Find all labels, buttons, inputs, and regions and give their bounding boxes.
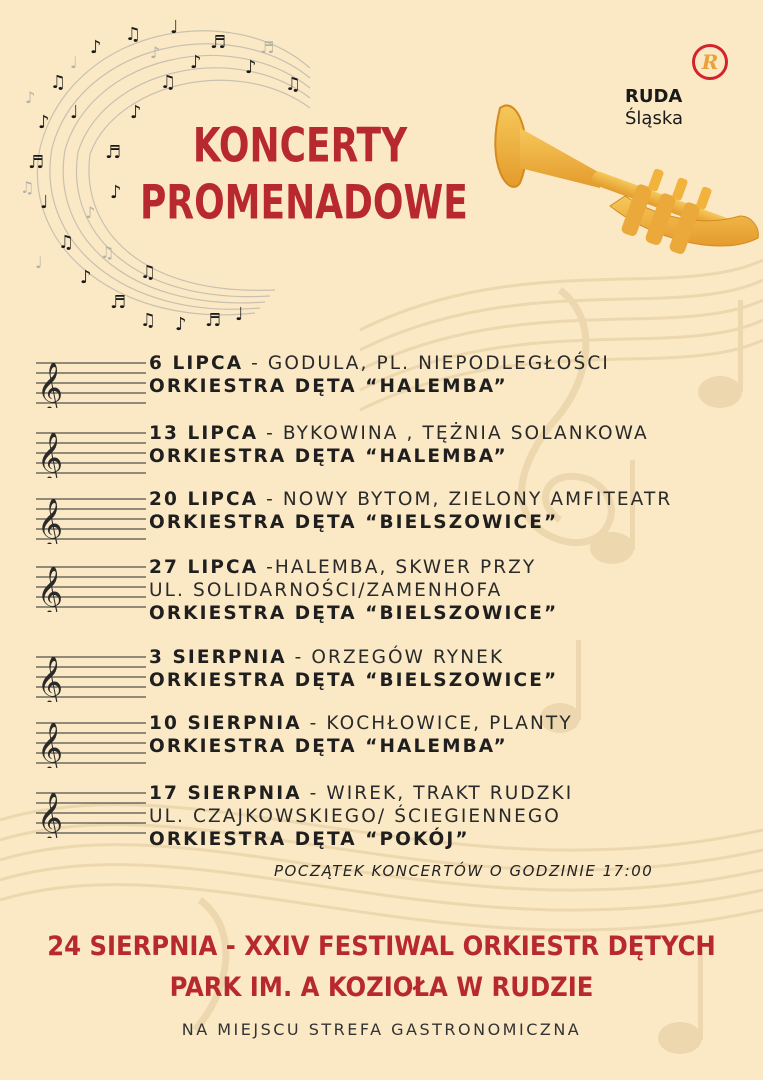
concert-location-line [149, 352, 610, 375]
svg-text:♪: ♪ [80, 267, 92, 288]
svg-text:♪: ♪ [38, 112, 50, 133]
svg-text:♩: ♩ [70, 53, 78, 72]
treble-clef-staff-icon [36, 358, 146, 408]
svg-text:♪: ♪ [90, 37, 102, 58]
svg-text:♫: ♫ [285, 74, 302, 95]
svg-text:♬: ♬ [28, 152, 45, 173]
treble-clef-staff-icon [36, 562, 146, 612]
svg-text:𝄞: 𝄞 [37, 656, 64, 702]
concert-date: 6 LIPCA [149, 353, 244, 374]
title-line-1: KONCERTY [192, 119, 408, 174]
svg-text:♪: ♪ [245, 57, 257, 78]
svg-text:♬: ♬ [110, 292, 127, 313]
trumpet-icon [490, 88, 763, 278]
concert-location-line [149, 488, 672, 511]
concert-location-line [149, 556, 558, 579]
treble-clef-staff-icon [36, 494, 146, 544]
concert-location-line [149, 712, 573, 735]
concert-location-line [149, 579, 558, 602]
logo-mark-letter: R [701, 50, 719, 74]
svg-text:♫: ♫ [125, 24, 142, 45]
logo-mark-icon [692, 44, 728, 80]
svg-text:♬: ♬ [205, 310, 222, 331]
concert-date: 20 LIPCA [149, 489, 259, 510]
concert-band: ORKIESTRA DĘTA “BIELSZOWICE” [149, 670, 559, 691]
svg-text:𝄞: 𝄞 [37, 722, 64, 768]
concert-location: - KOCHŁOWICE, PLANTY [301, 713, 573, 734]
svg-text:♫: ♫ [140, 262, 157, 283]
food-zone-note: NA MIEJSCU STREFA GASTRONOMICZNA [181, 1020, 582, 1039]
concert-location: -HALEMBA, SKWER PRZY [258, 557, 537, 578]
concert-details [149, 488, 672, 534]
festival-line-2: PARK IM. A KOZIOŁA W RUDZIE [169, 972, 594, 1003]
concert-location-line [149, 782, 573, 805]
concert-band: ORKIESTRA DĘTA “POKÓJ” [149, 829, 470, 850]
concert-band: ORKIESTRA DĘTA “BIELSZOWICE” [149, 603, 559, 624]
svg-text:♫: ♫ [100, 243, 115, 262]
concert-location-line [149, 422, 649, 445]
concert-location: - WIREK, TRAKT RUDZKI [301, 783, 574, 804]
svg-text:♪: ♪ [25, 88, 36, 107]
concert-location: - ORZEGÓW RYNEK [286, 647, 505, 668]
svg-text:𝄞: 𝄞 [37, 432, 64, 478]
concert-date: 3 SIERPNIA [149, 647, 287, 668]
logo-text-slaska: Śląska [625, 108, 683, 129]
svg-text:♪: ♪ [190, 52, 202, 73]
svg-text:𝄞: 𝄞 [37, 362, 64, 408]
concert-location: - BYKOWINA , TĘŻNIA SOLANKOWA [258, 423, 649, 444]
concert-date: 27 LIPCA [149, 557, 259, 578]
svg-text:♪: ♪ [130, 102, 142, 123]
concert-location-line [149, 646, 558, 669]
svg-text:♬: ♬ [260, 38, 275, 57]
logo-text-ruda: RUDA [625, 86, 683, 107]
svg-text:♫: ♫ [58, 232, 75, 253]
svg-text:♫: ♫ [140, 310, 157, 331]
concert-location: - NOWY BYTOM, ZIELONY AMFITEATR [258, 489, 673, 510]
festival-announcement [0, 926, 763, 1008]
concert-date: 13 LIPCA [149, 423, 259, 444]
concert-details [149, 712, 573, 758]
svg-text:𝄞: 𝄞 [37, 792, 64, 838]
title-line-2: PROMENADOWE [140, 175, 468, 231]
svg-text:♫: ♫ [20, 178, 35, 197]
concert-details [149, 646, 558, 692]
concert-date: 17 SIERPNIA [149, 783, 302, 804]
festival-line-1: 24 SIERPNIA - XXIV FESTIWAL ORKIESTR DĘTYCH [47, 931, 716, 962]
treble-clef-staff-icon [36, 718, 146, 768]
concert-date: 10 SIERPNIA [149, 713, 302, 734]
svg-text:♩: ♩ [170, 17, 179, 38]
treble-clef-staff-icon [36, 428, 146, 478]
svg-text:𝄞: 𝄞 [37, 498, 64, 544]
svg-text:♫: ♫ [50, 72, 67, 93]
svg-text:♪: ♪ [175, 314, 187, 335]
page-title [140, 118, 468, 231]
concert-location-line [149, 805, 573, 828]
svg-text:♫: ♫ [160, 72, 177, 93]
svg-text:𝄞: 𝄞 [37, 566, 64, 612]
concert-location: - GODULA, PL. NIEPODLEGŁOŚCI [243, 353, 610, 374]
svg-text:♩: ♩ [35, 253, 43, 272]
concert-details [149, 422, 649, 468]
svg-text:♪: ♪ [110, 182, 122, 203]
concert-band: ORKIESTRA DĘTA “HALEMBA” [149, 736, 508, 757]
treble-clef-staff-icon [36, 788, 146, 838]
start-time-note: POCZĄTEK KONCERTÓW O GODZINIE 17:00 [274, 862, 654, 880]
concert-band: ORKIESTRA DĘTA “HALEMBA” [149, 376, 508, 397]
svg-text:♪: ♪ [85, 203, 96, 222]
concert-band: ORKIESTRA DĘTA “HALEMBA” [149, 446, 508, 467]
svg-text:♬: ♬ [105, 142, 122, 163]
concert-band: ORKIESTRA DĘTA “BIELSZOWICE” [149, 512, 559, 533]
concert-location: UL. CZAJKOWSKIEGO/ ŚCIEGIENNEGO [149, 806, 561, 827]
svg-text:♩: ♩ [70, 102, 79, 123]
concert-details [149, 556, 558, 625]
treble-clef-staff-icon [36, 652, 146, 702]
svg-text:♩: ♩ [235, 304, 244, 325]
concert-details [149, 782, 573, 851]
concert-details [149, 352, 610, 398]
svg-text:♪: ♪ [150, 43, 161, 62]
concert-location: UL. SOLIDARNOŚCI/ZAMENHOFA [149, 580, 503, 601]
svg-text:♩: ♩ [40, 192, 49, 213]
svg-text:♬: ♬ [210, 32, 227, 53]
